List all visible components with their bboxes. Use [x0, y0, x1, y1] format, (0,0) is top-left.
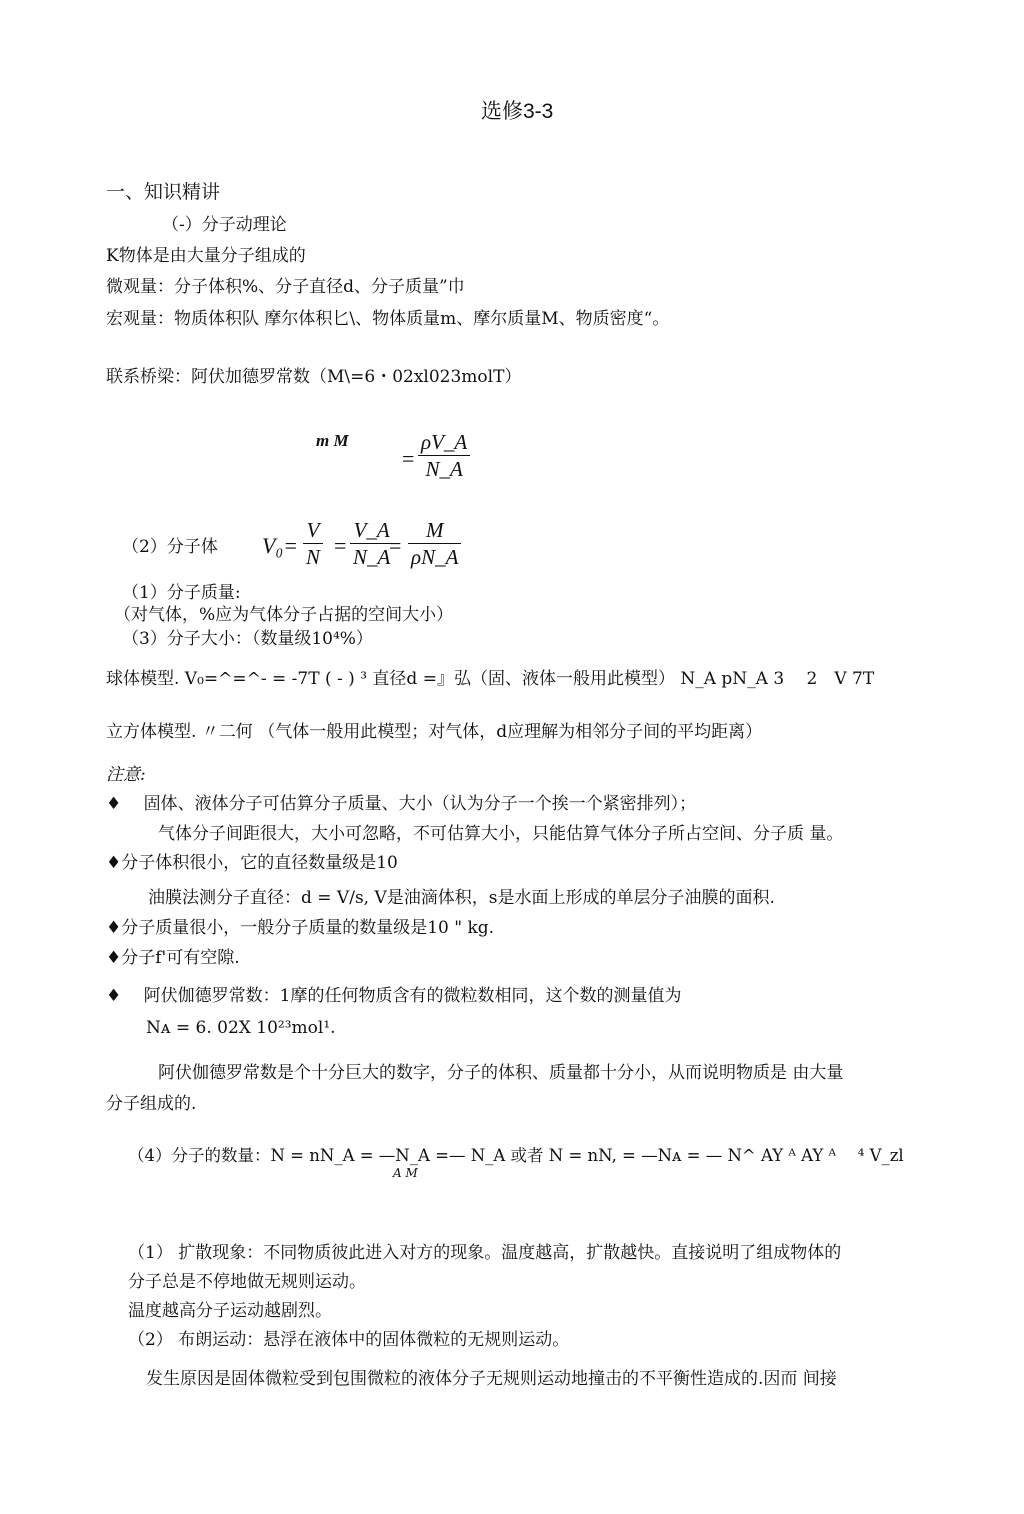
text-line: 温度越高分子运动越剧烈。	[128, 1301, 332, 1321]
fraction-numerator: ρV_A	[421, 430, 468, 454]
fraction-numerator: V_A	[353, 518, 390, 542]
bullet-item: ♦分子f'可有空隙.	[106, 948, 240, 968]
text-line: （对气体，%应为气体分子占据的空间大小）	[114, 605, 454, 625]
formula-label: m M	[316, 431, 349, 450]
volume-fraction	[303, 518, 323, 569]
text-line: 油膜法测分子直径：d = V/s, V是油滴体积，s是水面上形成的单层分子油膜的面积.	[148, 888, 775, 908]
text-line: 宏观量：物质体积队 摩尔体积匕\、物体质量m、摩尔质量M、物质密度“。	[106, 309, 670, 329]
text-line: （4）分子的数量：N = nN_A = —N_A =— N_A 或者 N = nN, = —Nᴀ = — N^ AY ᴬ AY ᴬ ⁴ V_zl	[128, 1146, 904, 1165]
bullet-item: ♦ 固体、液体分子可估算分子质量、大小（认为分子一个挨一个紧密排列）；	[106, 794, 697, 814]
text-line: 分子组成的.	[106, 1094, 197, 1114]
fraction-bar	[303, 543, 323, 544]
equals-sign: =	[402, 446, 415, 471]
text-line: Nᴀ = 6. 02X 10²³mol¹.	[146, 1018, 336, 1038]
equals-sign: =	[389, 533, 402, 558]
note-label: 注意:	[106, 765, 146, 785]
text-line: （1） 扩散现象：不同物质彼此进入对方的现象。温度越高，扩散越快。直接说明了组成物体的	[128, 1243, 842, 1263]
text-line: 微观量：分子体积%、分子直径d、分子质量”巾	[106, 277, 465, 297]
fraction-denominator: ρN_A	[411, 545, 459, 569]
text-line: （2） 布朗运动：悬浮在液体中的固体微粒的无规则运动。	[128, 1330, 570, 1350]
fraction-denominator: N_A	[425, 457, 463, 481]
text-line: 立方体模型. 〃二何 （气体一般用此模型；对气体，d应理解为相邻分子间的平均距离）	[106, 722, 763, 742]
text-line: 气体分子间距很大，大小可忽略，不可估算大小，只能估算气体分子所占空间、分子质 量。	[158, 824, 844, 844]
density-volume-fraction	[418, 430, 470, 481]
subsection-heading: （-）分子动理论	[162, 215, 287, 235]
text-line: 球体模型. V₀=^=^- = -7T ( - ) ³ 直径d =』弘（固、液体一般用此模型） N_A pN_A 3 2 V 7T	[106, 669, 875, 689]
text-line: 发生原因是固体微粒受到包围微粒的液体分子无规则运动地撞击的不平衡性造成的.因而 间接	[146, 1369, 837, 1389]
molar-volume-fraction	[350, 518, 393, 569]
section-heading-1: 一、知识精讲	[106, 181, 221, 203]
fraction-numerator: V	[306, 518, 320, 542]
text-line: （2）分子体	[122, 537, 218, 557]
fraction-denominator: N_A	[353, 545, 391, 569]
fraction-bar	[408, 543, 461, 544]
formula-subscript: A M	[393, 1166, 418, 1180]
fraction-bar	[418, 455, 470, 456]
molar-mass-fraction	[408, 518, 461, 569]
fraction-bar	[350, 543, 393, 544]
text-line: 联系桥梁：阿伏加德罗常数（M\=6・02xl023molT）	[106, 367, 522, 387]
bullet-item: ♦分子质量很小，一般分子质量的数量级是10 " kg.	[106, 918, 495, 938]
text-line: （1）分子质量:	[122, 583, 241, 603]
text-line: K物体是由大量分子组成的	[106, 246, 306, 266]
fraction-denominator: N	[306, 545, 321, 569]
bullet-item: ♦分子体积很小，它的直径数量级是10	[106, 853, 398, 873]
page-title: 选修3-3	[481, 100, 554, 123]
equals-sign: =	[334, 533, 347, 558]
text-line: 阿伏伽德罗常数是个十分巨大的数字，分子的体积、质量都十分小，从而说明物质是 由大量	[158, 1063, 844, 1083]
formula-lhs: V₀=	[262, 533, 298, 558]
bullet-item: ♦ 阿伏伽德罗常数：1摩的任何物质含有的微粒数相同，这个数的测量值为	[106, 986, 682, 1006]
fraction-numerator: M	[425, 518, 444, 542]
text-line: 分子总是不停地做无规则运动。	[128, 1272, 366, 1292]
text-line: （3）分子大小：（数量级10⁴%）	[122, 629, 373, 649]
